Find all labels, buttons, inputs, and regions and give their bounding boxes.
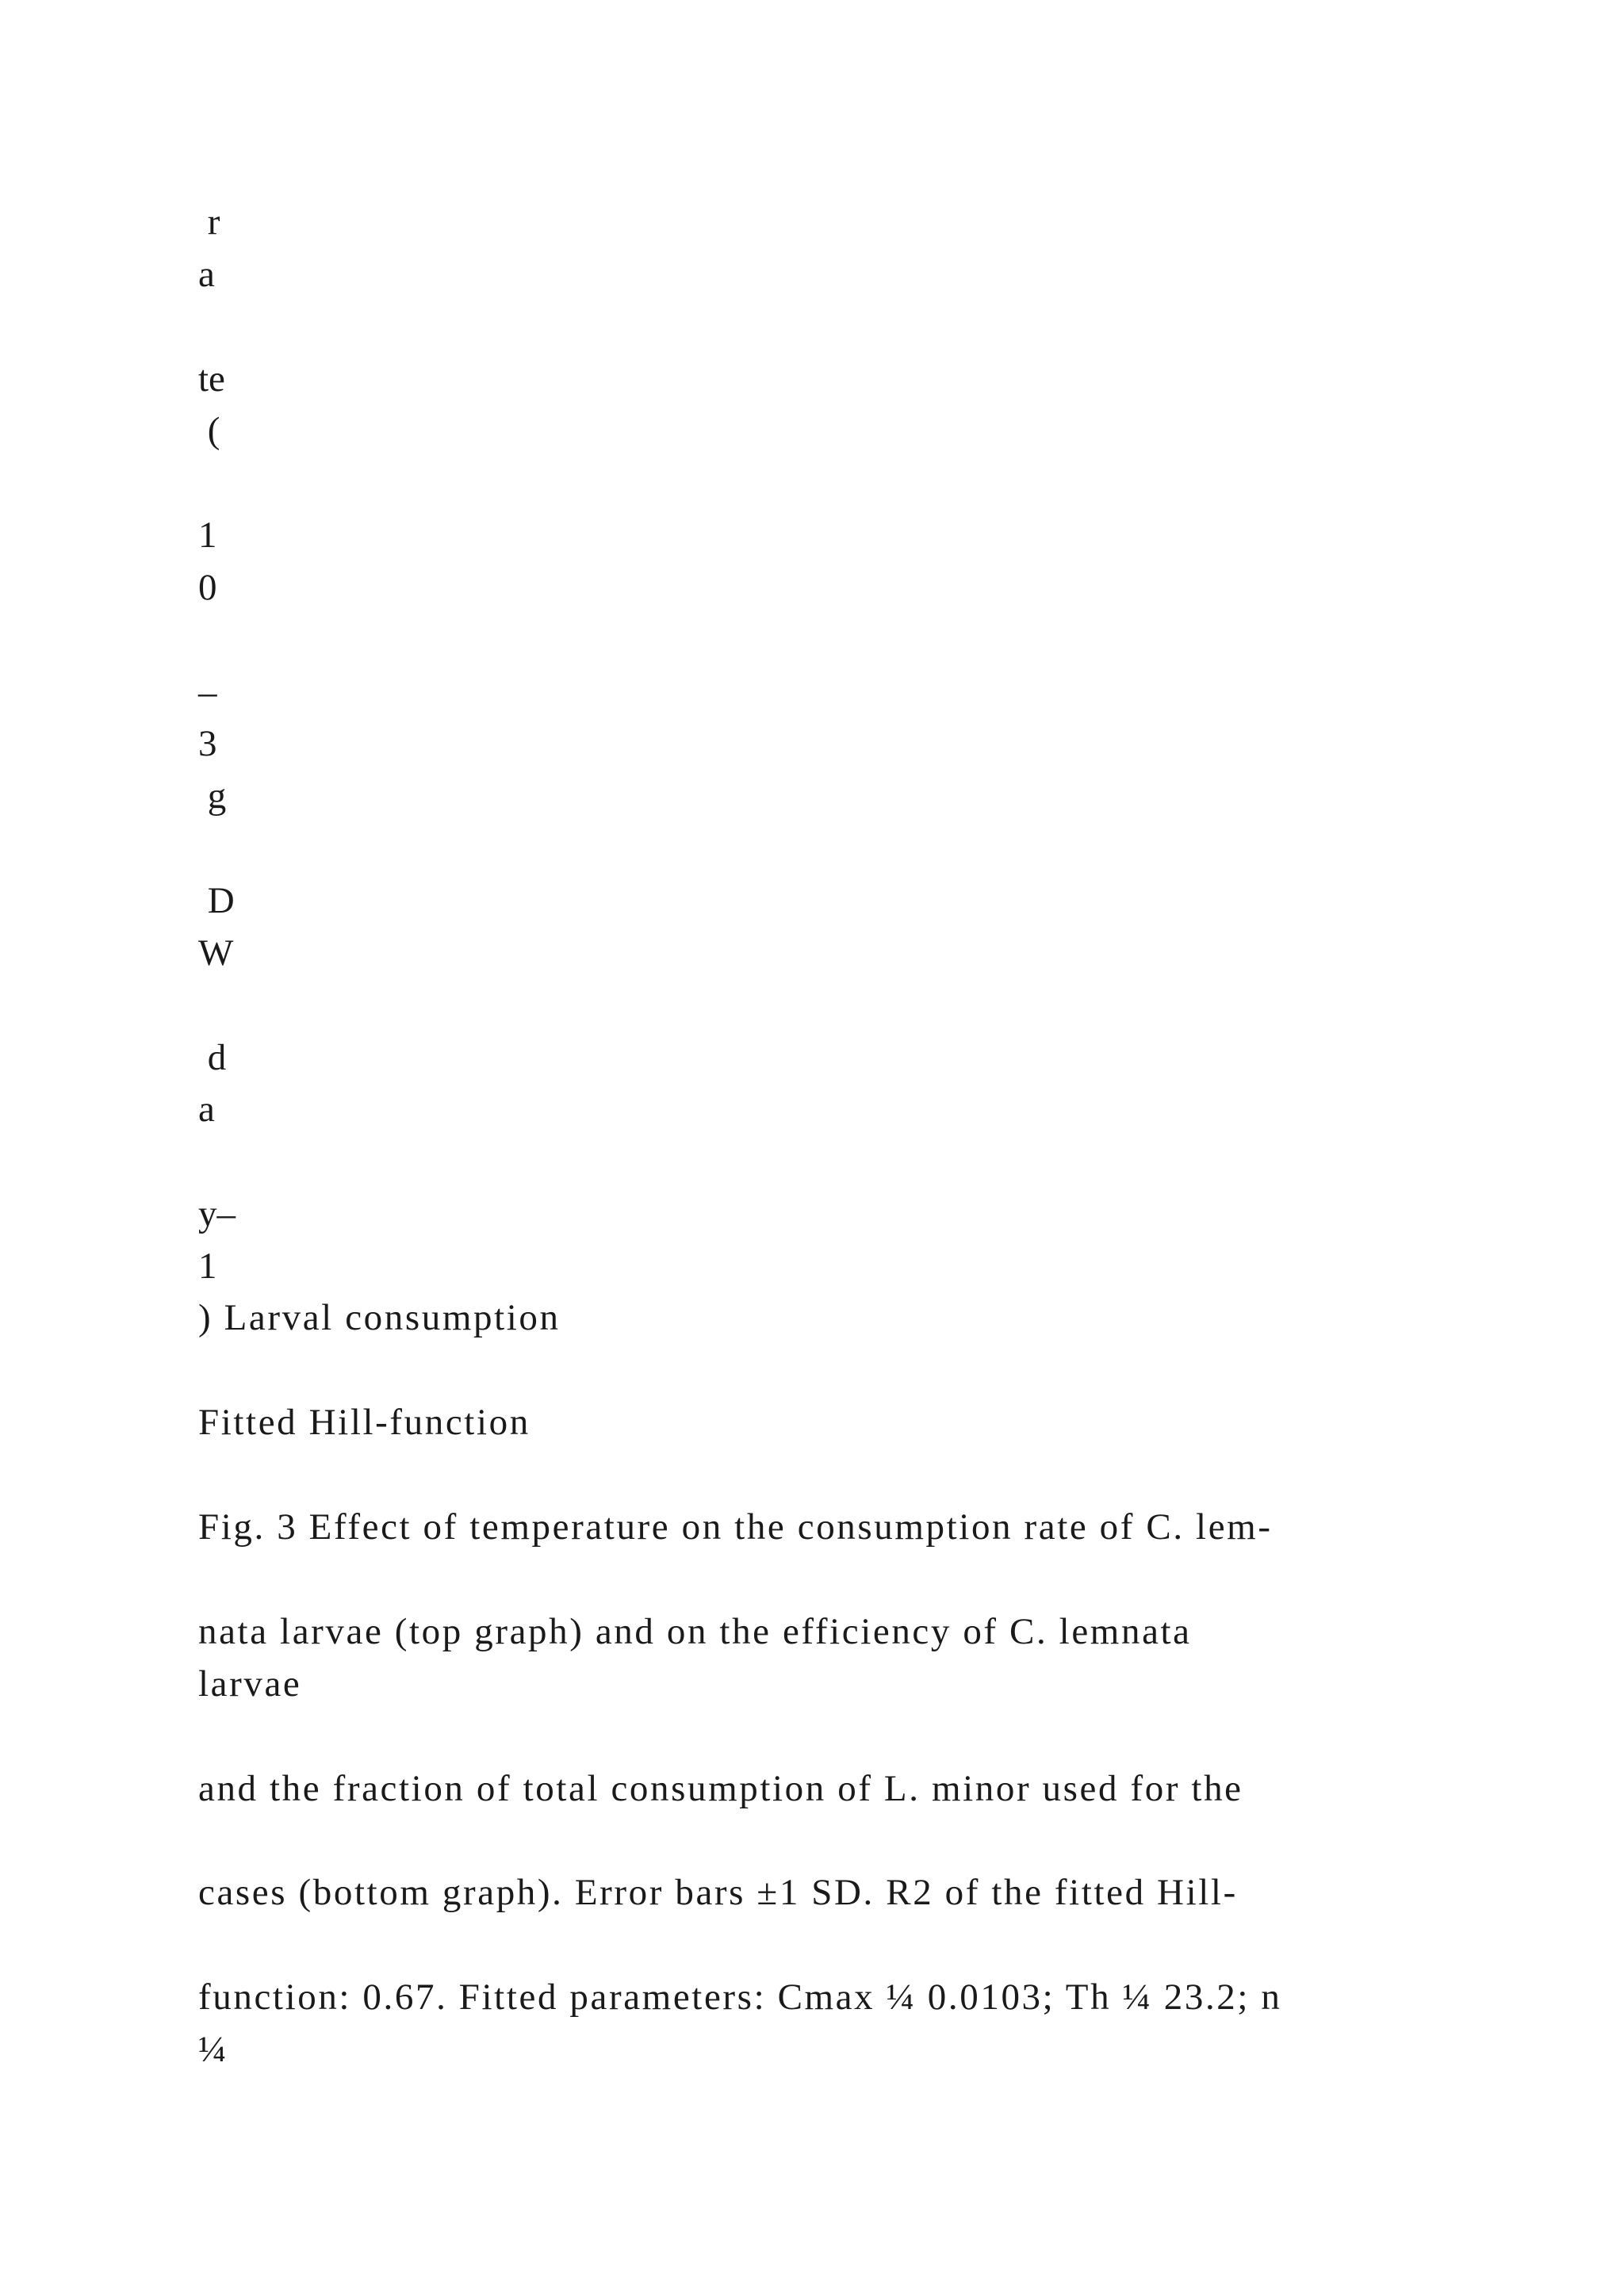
axis-fragment: ( — [198, 410, 220, 451]
axis-fragment: 1 — [198, 1246, 217, 1287]
caption-line: larvae — [198, 1663, 302, 1705]
caption-line: Fig. 3 Effect of temperature on the consumption rate of C. lem- — [198, 1506, 1273, 1548]
axis-fragment: 1 — [198, 515, 217, 556]
caption-line: nata larvae (top graph) and on the efficiency of C. lemnata — [198, 1611, 1192, 1652]
axis-fragment: d — [198, 1037, 227, 1078]
axis-fragment: a — [198, 1089, 215, 1130]
axis-fragment: r — [198, 201, 220, 243]
caption-line: function: 0.67. Fitted parameters: Cmax ¼ 0.0103; Th ¼ 23.2; n — [198, 1976, 1282, 2018]
axis-fragment: y– — [198, 1193, 236, 1234]
axis-fragment: 3 — [198, 723, 217, 764]
axis-fragment: te — [198, 358, 225, 400]
caption-line: and the fraction of total consumption of L. minor used for the — [198, 1768, 1243, 1809]
axis-fragment: – — [198, 672, 217, 713]
axis-fragment: D — [198, 880, 235, 921]
document-page — [198, 0, 1435, 2296]
axis-fragment: 0 — [198, 567, 217, 608]
legend-larval-consumption: ) Larval consumption — [198, 1297, 561, 1338]
legend-fitted-hill-function: Fitted Hill-function — [198, 1402, 530, 1443]
axis-fragment: g — [198, 775, 227, 817]
axis-fragment: W — [198, 932, 234, 974]
caption-line: ¼ — [198, 2029, 228, 2070]
caption-line: cases (bottom graph). Error bars ±1 SD. R2 of the fitted Hill- — [198, 1872, 1238, 1913]
axis-fragment: a — [198, 254, 215, 295]
